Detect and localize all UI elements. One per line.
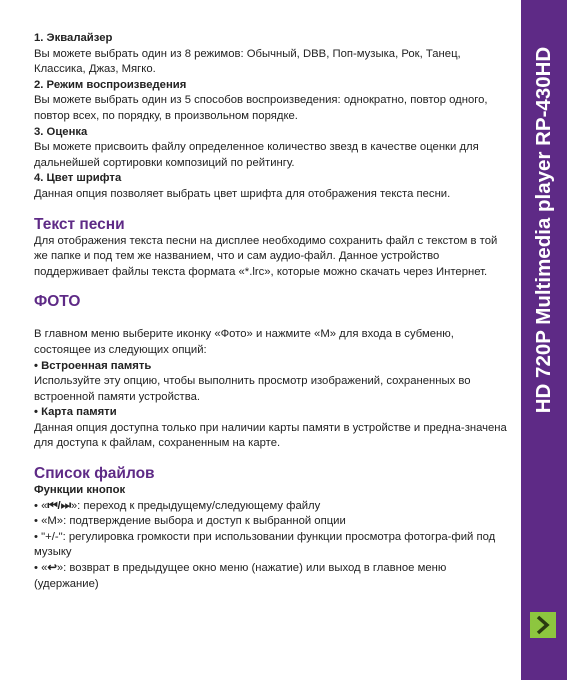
internal-memory-title: • Встроенная память [34, 359, 152, 372]
memory-card-text: Данная опция доступна только при наличии карты памяти в устройстве и предна-значена для доступа к файлам, сохраненным на карте. [34, 421, 507, 450]
bullet-back-text: »: возврат в предыдущее окно меню (нажатие) или выход в главное меню (удержание) [34, 562, 447, 590]
file-list-heading: Список файлов [34, 465, 155, 483]
memory-card-title: • Карта памяти [34, 406, 117, 419]
chevron-right-icon [535, 615, 551, 635]
sidebar-product-title: HD 720P Multimedia player RP-430HD [532, 46, 556, 414]
playback-mode-text: Вы можете выбрать один из 5 способов воспроизведения: однократно, повтор одного, повтор всех, по порядку, в произвольном порядке. [34, 94, 488, 122]
equalizer-text: Вы можете выбрать один из 8 режимов: Обычный, DBB, Поп-музыка, Рок, Танец, Классика, Джаз, Мягко. [34, 47, 461, 76]
font-color-title: 4. Цвет шрифта [34, 172, 122, 185]
photo-intro: В главном меню выберите иконку «Фото» и нажмите «М» для входа в субменю, состоящее из следующих опций: [34, 328, 454, 356]
internal-memory-text: Используйте эту опцию, чтобы выполнить просмотр изображений, сохраненных во встроенной памяти устройства. [34, 375, 471, 403]
prev-next-icon: ⏮/⏭ [47, 499, 71, 512]
font-color-text: Данная опция позволяет выбрать цвет шрифта для отображения текста песни. [34, 187, 451, 200]
photo-heading: ФОТО [34, 293, 81, 311]
bullet-volume: • "+/-": регулировка громкости при использовании функции просмотра фотогра-фий под музыку [34, 530, 496, 559]
rating-title: 3. Оценка [34, 125, 88, 138]
bullet-prev-next-text: »: переход к предыдущему/следующему файлу [70, 499, 321, 512]
bullet-m-button: • «M»: подтверждение выбора и доступ к выбранной опции [34, 515, 346, 528]
bullet-prefix: • « [34, 562, 48, 575]
rating-text: Вы можете присвоить файлу определенное количество звезд в качестве оценки для дальнейшей сортировки композиций по рейтингу. [34, 141, 479, 169]
button-functions-subtitle: Функции кнопок [34, 484, 126, 497]
equalizer-title: 1. Эквалайзер [34, 32, 113, 44]
sidebar-band [521, 0, 567, 680]
playback-mode-title: 2. Режим воспроизведения [34, 78, 187, 91]
return-icon: ↩ [47, 562, 57, 575]
sidebar-title-wrap [521, 0, 567, 460]
bullet-prev-next [34, 499, 512, 515]
manual-page-content [34, 31, 512, 592]
next-page-arrow-icon [530, 612, 556, 638]
lyrics-heading: Текст песни [34, 215, 125, 233]
lyrics-text: Для отображения текста песни на дисплее необходимо сохранить файл с текстом в той же папке и под тем же названием, что и сам аудио-файл. Данное устройство поддерживает файлы текста формата «*.lrc», которые можно скачать через Интернет. [34, 234, 498, 278]
bullet-prefix: • « [34, 499, 48, 512]
bullet-back [34, 561, 512, 592]
